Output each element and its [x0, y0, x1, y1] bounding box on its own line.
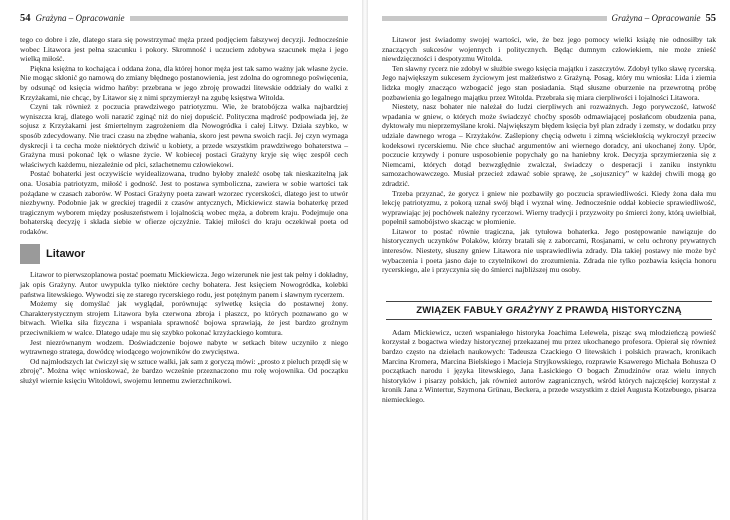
- header-rule: [130, 16, 349, 21]
- left-page: [0, 0, 362, 520]
- paragraph: Litawor jest świadomy swojej wartości, wie, że bez jego pomocy wielki książę nie odnosiłby tak znaczących sukcesów wojennych i politycznych. Będąc dumnym człowiekiem, nie może znieść niewdzięczności i despotyzmu Witolda.: [382, 35, 716, 64]
- left-page-header: [20, 10, 348, 26]
- paragraph: Adam Mickiewicz, uczeń wspaniałego historyka Joachima Lelewela, pisząc swą młodzieńczą powieść korzystał z bogactwa wiedzy historycznej przekazanej mu przez ukochanego profesora. Opierał się również bardzo często na dziełach naukowych: Tadeusza Czackiego O litewskich i polskich prawach, kronikach Marcina Kromera, Marcina Bielskiego i Macieja Stryjkowskiego, rozprawie Ksawerego Michała Bohusza O początkach narodu i języka litewskiego, Jana Łasickiego O bogach Żmudzinów oraz wielu innych historyków i pisarzy polskich, jak również autorów zagranicznych, wśród których najczęściej korzystał z kronik Jana z Wintertur, Szymona Grünau, Beckera, a przede wszystkim z dzieł Augusta Kotzebuego, pisarza niemieckiego.: [382, 327, 716, 404]
- chapter-heading: [386, 301, 712, 320]
- paragraph: Możemy się domyślać jak wyglądał, porównując sylwetkę księcia do postawnej żony. Charakterystycznym strojem Litawora była czerwona zbroja i płaszcz, po których poznawano go w bitwach. Wielka siła fizyczna i wspaniała sprawność bojowa sprawiają, że jest bardzo groźnym przeciwnikiem w walce. Dlatego udaje mu się szybko pokonać krzyżackiego komtura.: [20, 299, 348, 338]
- paragraph: Niestety, nasz bohater nie należał do ludzi cierpliwych ani rozważnych. Jego porywczość, łatwość wpadania w gniew, o których może świadczyć choćby sposób odmawiającej posłańcom obudzenia pana, dyktowały mu nieprzemyślane kroki. Największym błędem księcia był plan zdrady i zemsty, w dodatku przy udziale dawnego wroga – Krzyżaków. Zaślepiony chęcią odwetu i zimną wściekłością wykroczył przeciw kodeksowi rycerskiemu. Nie chce słuchać argumentów ani wiernego doradcy, ani ukochanej żony. Upór, poczucie krzywdy i ponure usposobienie popychały go na haniebny krok. Decyzja sprzymierzenia się z Niemcami, których dotąd bezwzględnie zwalczał, świadczy o desperacji i zaniku instynktu samozachowawczego. Musiał przecież zdawać sobie sprawę, że „sojusznicy” w każdej chwili mogą go zdradzić.: [382, 102, 716, 188]
- chapter-heading-italic: GRAŻYNY: [505, 304, 554, 316]
- paragraph: Ten sławny rycerz nie zdobył w służbie swego księcia majątku i zaszczytów. Zdobył tylko sławę rycerską. Jego największym sukcesem życiowym jest małżeństwo z Grażyną. Posag, który mu wniosła: Lida i ziemia lidzka mogły znacząco wzbogacić jego stan posiadania. Stąd słuszne oburzenie na przewrotną próbę pozbawienia go legalnego majątku przez Witolda. Przebrała się miara cierpliwości i lojalności Litawora.: [382, 63, 716, 102]
- running-title: Grażyna – Opracowanie: [611, 13, 701, 23]
- paragraph: Litawor to pierwszoplanowa postać poematu Mickiewicza. Jego wizerunek nie jest tak pełny i dokładny, jak opis Grażyny. Autor uwypukla tylko niektóre cechy bohatera. Jest księciem Nowogródka, kolebki państwa litewskiego. Wywodzi się ze starego rycerskiego rodu, jest potężnym panem i sławnym rycerzem.: [20, 270, 348, 299]
- paragraph: Piękna księżna to kochająca i oddana żona, dla której honor męża jest tak samo ważny jak własne życie. Nie mogąc skłonić go namową do zmiany błędnego postanowienia, jest zdolna do ogromnego poświęcenia, by odsunąć od księcia widmo hańby: przebrana w jego zbroję prowadzi litewskie oddziały do walki z Krzyżakami, nie chcąc, by Litawor się z nimi sprzymierzył na zgubę księstwa Witolda.: [20, 63, 348, 102]
- section-title: Litawor: [46, 248, 86, 261]
- paragraph: Jest niezrównanym wodzem. Doświadczenie bojowe nabyte w setkach bitew uczyniło z niego wytrawnego stratega, dowódcę wiodącego wojowników do zwycięstwa.: [20, 337, 348, 357]
- page-number: 55: [705, 12, 716, 24]
- running-title: Grażyna – Opracowanie: [35, 13, 125, 23]
- right-page: [368, 0, 730, 520]
- paragraph: Postać bohaterki jest oczywiście wyidealizowana, trudno byłoby znaleźć osobę tak nieskazitelną jak ona. Uosabia patriotyzm, miłość i godność. Jest to postawa symboliczna, zawiera w sobie wartości tak pożądane w czasach zaborów. W Postaci Grażyny poeta zawarł wzorzec rycerskości, dlatego jest to utwór niezbywny. Podobnie jak w greckiej tragedii z czasów antycznych, Mickiewicz stawia bohaterkę przed tragicznym wyborem między posłuszeństwem i lojalnością wobec męża, a dobrem kraju. Podejmuje ona bohaterską decyzję i składa siebie w ofierze ojczyźnie. Takiej miłości do kraju oczekiwał poeta od rodaków.: [20, 169, 348, 236]
- right-page-header: [382, 10, 716, 26]
- chapter-heading-pre: ZWIĄZEK FABUŁY: [416, 304, 506, 316]
- paragraph: Litawor to postać równie tragiczna, jak tytułowa bohaterka. Jego postępowanie nawiązuje do historycznych uczynków Polaków, którzy bratali się z zaborcami, Rosjanami, w celu ochrony prywatnych interesów. Niestety, słuszny gniew Litawora nie usprawiedliwia zdrady. Dla takiej postawy nie może być wybaczenia i poeta jasno daje to czytelnikowi do zrozumienia. Zdrada nie tylko pozbawia księcia honoru rycerskiego, ale i przyczynia się do śmierci najbliższej mu osoby.: [382, 226, 716, 275]
- page-number: 54: [20, 12, 31, 24]
- paragraph: Trzeba przyznać, że gorycz i gniew nie pozbawiły go poczucia sprawiedliwości. Kiedy żona dała mu lekcję patriotyzmu, z pokorą uznał swój błąd i wyznał winę. Jednocześnie oddał kobiecie sprawiedliwość, wyprawiając jej pochówek należny rycerzowi. Wierny tradycji i przyzwoity po śmierci żony, którą uwielbiał, popełnił samobójstwo skacząc w płomienie.: [382, 188, 716, 227]
- paragraph: Od najmłodszych lat ćwiczył się w sztuce walki, jak sam z goryczą mówi: „prosto z pieluch przędł się w zbroję”. Można więc wnioskować, że bardzo wcześnie przeznaczono mu rolę wojownika. Od początku służył wiernie księciu Witoldowi, swojemu lennemu zwierzchnikowi.: [20, 356, 348, 385]
- spacer: [382, 275, 716, 301]
- header-rule: [382, 16, 607, 21]
- paragraph: Czyni tak również z poczucia prawdziwego patriotyzmu. Wie, że bratobójcza walka najbardziej wyniszcza kraj, dlatego woli narazić zginąć niż do niej dopuścić. Polityczna mądrość podpowiada jej, że sojusz z Krzyżakami jest śmiertelnym zagrożeniem dla Nowogródka i całej Litwy. Działa szybko, w sposób zdecydowany. Nie traci czasu na zbędne wahania, skoro jest pewna swoich racji. Jej czyn wymaga dyskrecji i ta cecha może niektórych dziwić u kobiety, a przede wszystkim prawdziwego bohaterstwa – Grażyna musi pokonać lęk o własne życie. W kobiecej postaci Grażyny kryje się więc zespół cech właściwych każdemu, niezależnie od płci, szlachetnemu człowiekowi.: [20, 102, 348, 169]
- paragraph: tego co dobre i złe, dlatego stara się powstrzymać męża przed podjęciem fałszywej decyzji. Jednocześnie wobec Litawora jest pełna szacunku i pokory. Skromność i uczuciem zdobywa szacunek męża i jego wielką miłość.: [20, 35, 348, 64]
- section-heading: [20, 244, 348, 264]
- section-marker-icon: [20, 244, 40, 264]
- chapter-heading-post: Z PRAWDĄ HISTORYCZNĄ: [553, 304, 682, 316]
